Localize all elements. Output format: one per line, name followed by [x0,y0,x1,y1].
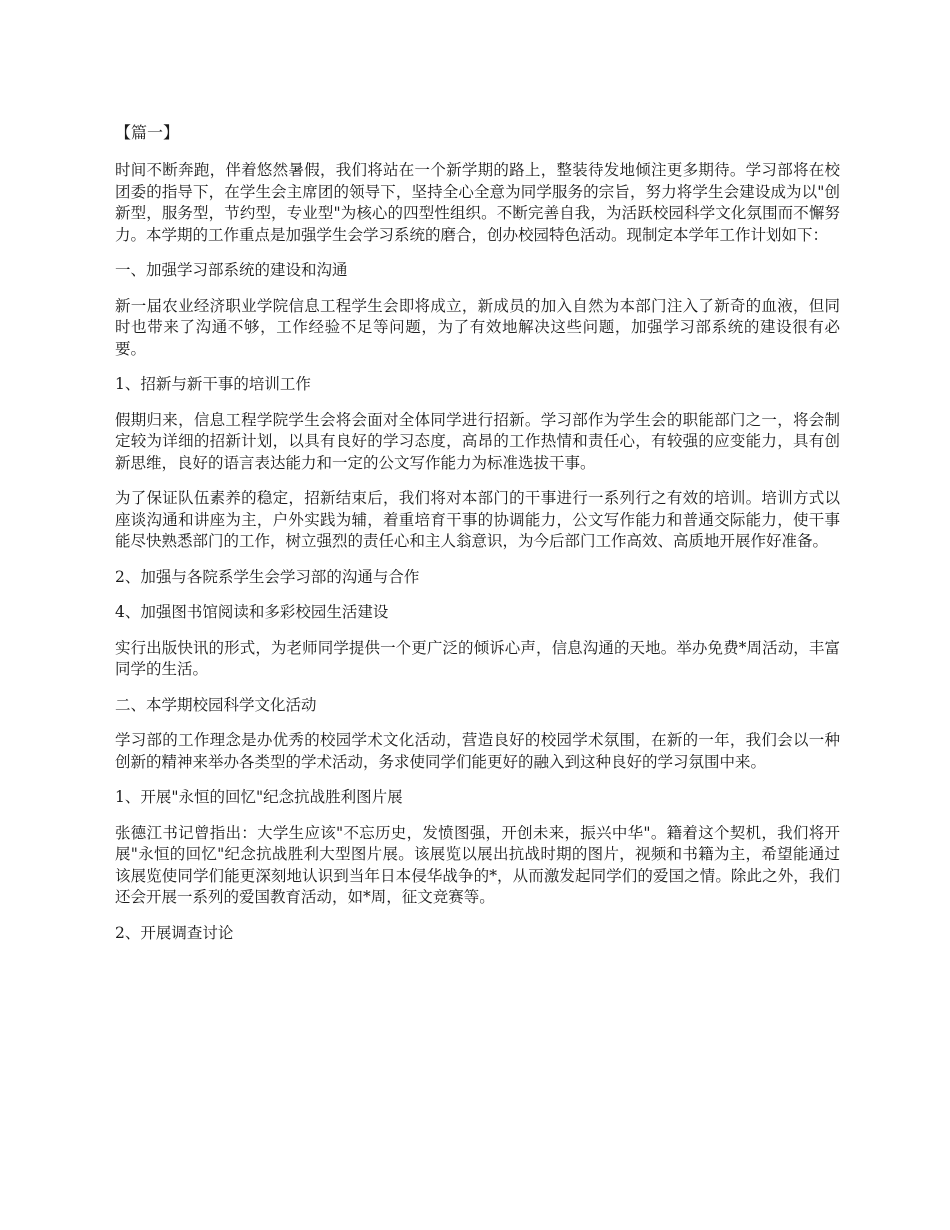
subheading-cooperation: 2、加强与各院系学生会学习部的沟通与合作 [115,567,420,586]
section-heading-2: 二、本学期校园科学文化活动 [115,695,317,714]
subheading-recruitment: 1、招新与新干事的培训工作 [115,375,311,393]
subheading-exhibition: 1、开展"永恒的回忆"纪念抗战胜利图片展 [115,788,403,806]
paragraph-section-1: 新一届农业经济职业学院信息工程学生会即将成立，新成员的加入自然为本部门注入了新奇的血液，但同时也带来了沟通不够，工作经验不足等问题，为了有效地解决这些问题，加强学习部系统的建设很有必要。 [115,296,840,358]
paragraph-library: 实行出版快讯的形式，为老师同学提供一个更广泛的倾诉心声，信息沟通的天地。举办免费*周活动，丰富同学的生活。 [115,638,840,678]
paragraph-section-2: 学习部的工作理念是办优秀的校园学术文化活动，营造良好的校园学术氛围，在新的一年，我们会以一种创新的精神来举办各类型的学术活动，务求使同学们能更好的融入到这种良好的学习氛围中来。 [115,731,840,771]
document-page [115,120,840,958]
section-heading-1: 一、加强学习部系统的建设和沟通 [115,261,348,279]
paragraph-training: 为了保证队伍素养的稳定，招新结束后，我们将对本部门的干事进行一系列行之有效的培训。培训方式以座谈沟通和讲座为主，户外实践为辅，着重培育干事的协调能力，公文写作能力和普通交际能力，使干事能尽快熟悉部门的工作，树立强烈的责任心和主人翁意识，为今后部门工作高效、高质地开展作好准备。 [115,489,840,550]
paragraph-exhibition: 张德江书记曾指出：大学生应该"不忘历史，发愤图强，开创未来，振兴中华"。籍着这个契机，我们将开展"永恒的回忆"纪念抗战胜利大型图片展。该展览以展出抗战时期的图片，视频和书籍为主，希望能通过该展览使同学们能更深刻地认识到当年日本侵华战争的*，从而激发起同学们的爱国之情。除此之外，我们还会开展一系列的爱国教育活动，如*周，征文竞赛等。 [115,823,840,906]
subheading-library: 4、加强图书馆阅读和多彩校园生活建设 [115,603,389,621]
subheading-survey: 2、开展调查讨论 [115,923,234,942]
paragraph-intro: 时间不断奔跑，伴着悠然暑假，我们将站在一个新学期的路上，整装待发地倾注更多期待。学习部将在校团委的指导下，在学生会主席团的领导下，坚持全心全意为同学服务的宗旨，努力将学生会建设成为以"创新型，服务型，节约型，专业型"为核心的四型性组织。不断完善自我，为活跃校园科学文化氛围而不懈努力。本学期的工作重点是加强学生会学习系统的磨合，创办校园特色活动。现制定本学年工作计划如下： [115,161,840,244]
paragraph-recruitment: 假期归来，信息工程学院学生会将会面对全体同学进行招新。学习部作为学生会的职能部门之一，将会制定较为详细的招新计划，以具有良好的学习态度，高昂的工作热情和责任心，有较强的应变能力，具有创新思维，良好的语言表达能力和一定的公文写作能力为标准选拔干事。 [115,410,840,472]
document-title: 【篇一】 [115,123,180,142]
